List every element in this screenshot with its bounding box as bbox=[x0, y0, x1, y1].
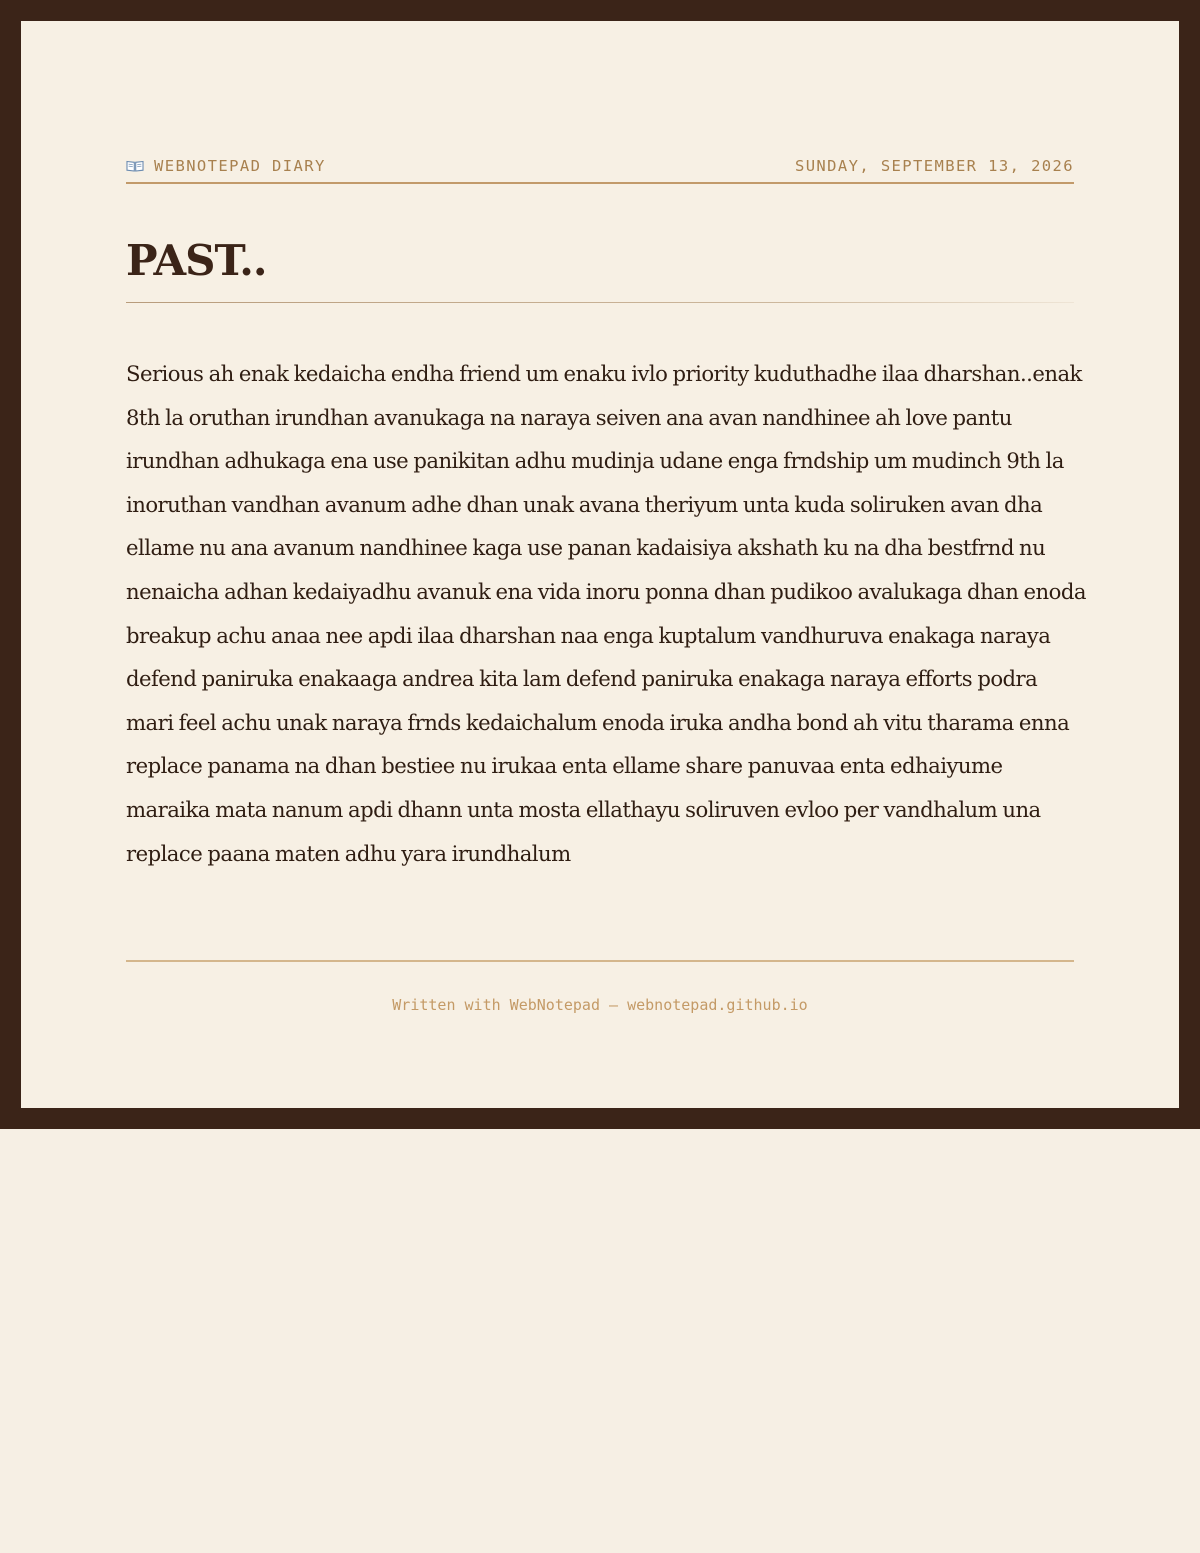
diary-header bbox=[126, 155, 1074, 184]
open-book-icon bbox=[126, 160, 144, 172]
brand-label: WEBNOTEPAD DIARY bbox=[154, 157, 326, 175]
diary-page bbox=[21, 21, 1179, 1108]
entry-body: Serious ah enak kedaicha endha friend um enaku ivlo priority kuduthadhe ilaa dharshan..enak 8th la oruthan irundhan avanukaga na naraya seiven ana avan nandhinee ah love pantu irundhan adhukaga ena use panikitan adhu mudinja udane enga frndship um mudinch 9th la inoruthan vandhan avanum adhe dhan unak avana theriyum unta kuda soliruken avan dha ellame nu ana avanum nandhinee kaga use panan kadaisiya akshath ku na dha bestfrnd nu nenaicha adhan kedaiyadhu avanuk ena vida inoru ponna dhan pudikoo avalukaga dhan enoda breakup achu anaa nee apdi ilaa dharshan naa enga kuptalum vandhuruva enakaga naraya defend paniruka enakaaga andrea kita lam defend paniruka enakaga naraya efforts podra mari feel achu unak naraya frnds kedaichalum enoda iruka andha bond ah vitu tharama enna replace panama na dhan bestiee nu irukaa enta ellame share panuvaa enta edhaiyume maraika mata nanum apdi dhann unta mosta ellathayu soliruven evloo per vandhalum una replace paana maten adhu yara irundhalum bbox=[126, 361, 1086, 866]
brand bbox=[126, 157, 326, 175]
entry-title: PAST.. bbox=[126, 236, 267, 285]
footer-divider bbox=[126, 960, 1074, 962]
entry-date: SUNDAY, SEPTEMBER 13, 2026 bbox=[794, 157, 1074, 175]
title-divider bbox=[126, 302, 1074, 303]
footer-credit: Written with WebNotepad — webnotepad.github.io bbox=[392, 996, 808, 1014]
